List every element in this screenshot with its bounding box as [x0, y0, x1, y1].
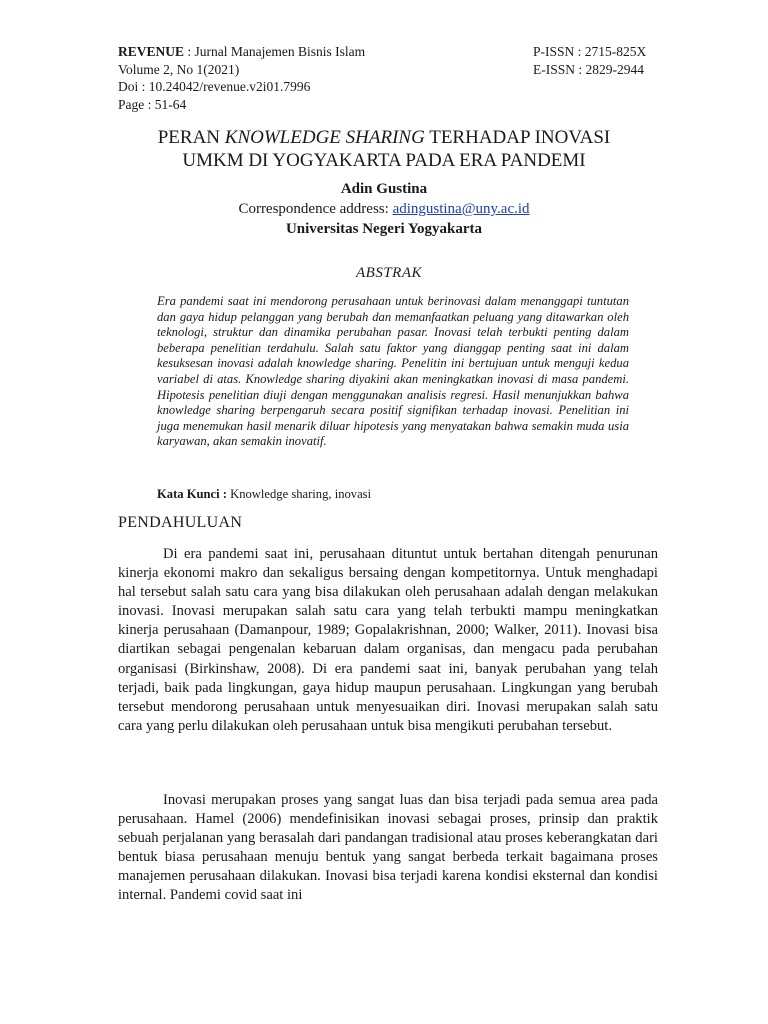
journal-subtitle: : Jurnal Manajemen Bisnis Islam	[184, 44, 366, 59]
keywords-label: Kata Kunci :	[157, 487, 227, 501]
title-part2: TERHADAP INOVASI	[424, 127, 611, 148]
author-email-link[interactable]: adingustina@uny.ac.id	[392, 201, 530, 217]
electronic-issn: E-ISSN : 2829-2944	[533, 61, 644, 77]
keywords-values: Knowledge sharing, inovasi	[226, 487, 372, 501]
author-name: Adin Gustina	[340, 181, 428, 197]
print-issn: P-ISSN : 2715-825X	[533, 44, 647, 59]
journal-volume: Volume 2, No 1(2021)	[118, 61, 240, 77]
journal-doi: Doi : 10.24042/revenue.v2i01.7996	[118, 79, 311, 94]
author-affiliation: Universitas Negeri Yogyakarta	[285, 221, 483, 237]
title-line2: UMKM DI YOGYAKARTA PADA ERA PANDEMI	[182, 150, 586, 171]
correspondence-address	[118, 201, 650, 218]
abstract-heading: ABSTRAK	[356, 265, 422, 281]
body-paragraph-1: Di era pandemi saat ini, perusahaan dituntut untuk bertahan ditengah penurunan kinerja ekonomi makro dan sekaligus bersaing dengan kompetitornya. Untuk menghadapi hal tersebut salah satu cara yang bisa dilakukan oleh perusahaan adalah dengan melakukan inovasi. Inovasi merupakan salah satu cara yang telah terbukti mampu meningkatkan kinerja perusahaan (Damanpour, 1989; Gopalakrishnan, 2000; Walker, 2011). Inovasi bisa diartikan sebagai pengenalan kebaruan dalam organisas, dan mengacu pada perubahan organisasi (Birkinshaw, 2008). Di era pandemi saat ini, banyak perubahan yang telah terjadi, baik pada lingkungan, gaya hidup maupun perusahaan. Lingkungan yang berubah tersebut mendorong perusahaan untuk menyesuaikan diri. Inovasi merupakan salah satu cara yang perlu dilakukan oleh perusahaan untuk bisa mengikuti perubahan tersebut.	[118, 546, 658, 734]
body-paragraph-2: Inovasi merupakan proses yang sangat luas dan bisa terjadi pada semua area pada perusahaan. Hamel (2006) mendefinisikan inovasi sebagai proses, prinsip dan praktik sebuah perjalanan yang berasalah dari pandangan tradisional atau proses keberangkatan dari bentuk biasa perusahaan menuju bentuk yang sangat berbeda terkait bagaimana proses manajemen perusahaan dilakukan. Inovasi bisa terjadi karena kondisi eksternal dan kondisi internal. Pandemi covid saat ini	[118, 792, 658, 904]
journal-name: REVENUE	[118, 44, 185, 59]
correspondence-label: Correspondence address:	[238, 201, 393, 217]
title-italic: KNOWLEDGE SHARING	[224, 127, 425, 148]
keywords	[157, 487, 371, 502]
journal-header	[118, 43, 365, 113]
journal-name-line	[118, 43, 365, 61]
paper-title	[118, 126, 650, 172]
issn-block	[533, 43, 646, 78]
section-heading: PENDAHULUAN	[118, 514, 243, 531]
title-part1: PERAN	[157, 127, 225, 148]
abstract-text: Era pandemi saat ini mendorong perusahaan untuk berinovasi dalam menanggapi tuntutan dan gaya hidup pelanggan yang berubah dan memanfaatkan peluang yang ditawarkan oleh teknologi, struktur dan dinamika perubahan pasar. Inovasi telah terbukti penting dalam beberapa penelitian terdahulu. Salah satu faktor yang dianggap penting saat ini dalam kesuksesan inovasi adalah knowledge sharing. Penelitin ini bertujuan untuk menguji kedua variabel di atas. Knowledge sharing diyakini akan meningkatkan inovasi di masa pandemi. Hipotesis penelitian diuji dengan menggunakan analisis regresi. Hasil menunjukkan bahwa knowledge sharing berpengaruh secara positif signifikan terhadap inovasi. Penelitian ini juga menemukan hasil menarik diluar hipotesis yang menyatakan bahwa semakin muda usia karyawan, akan semakin inovatif.	[157, 294, 629, 449]
journal-pages: Page : 51-64	[118, 96, 187, 112]
